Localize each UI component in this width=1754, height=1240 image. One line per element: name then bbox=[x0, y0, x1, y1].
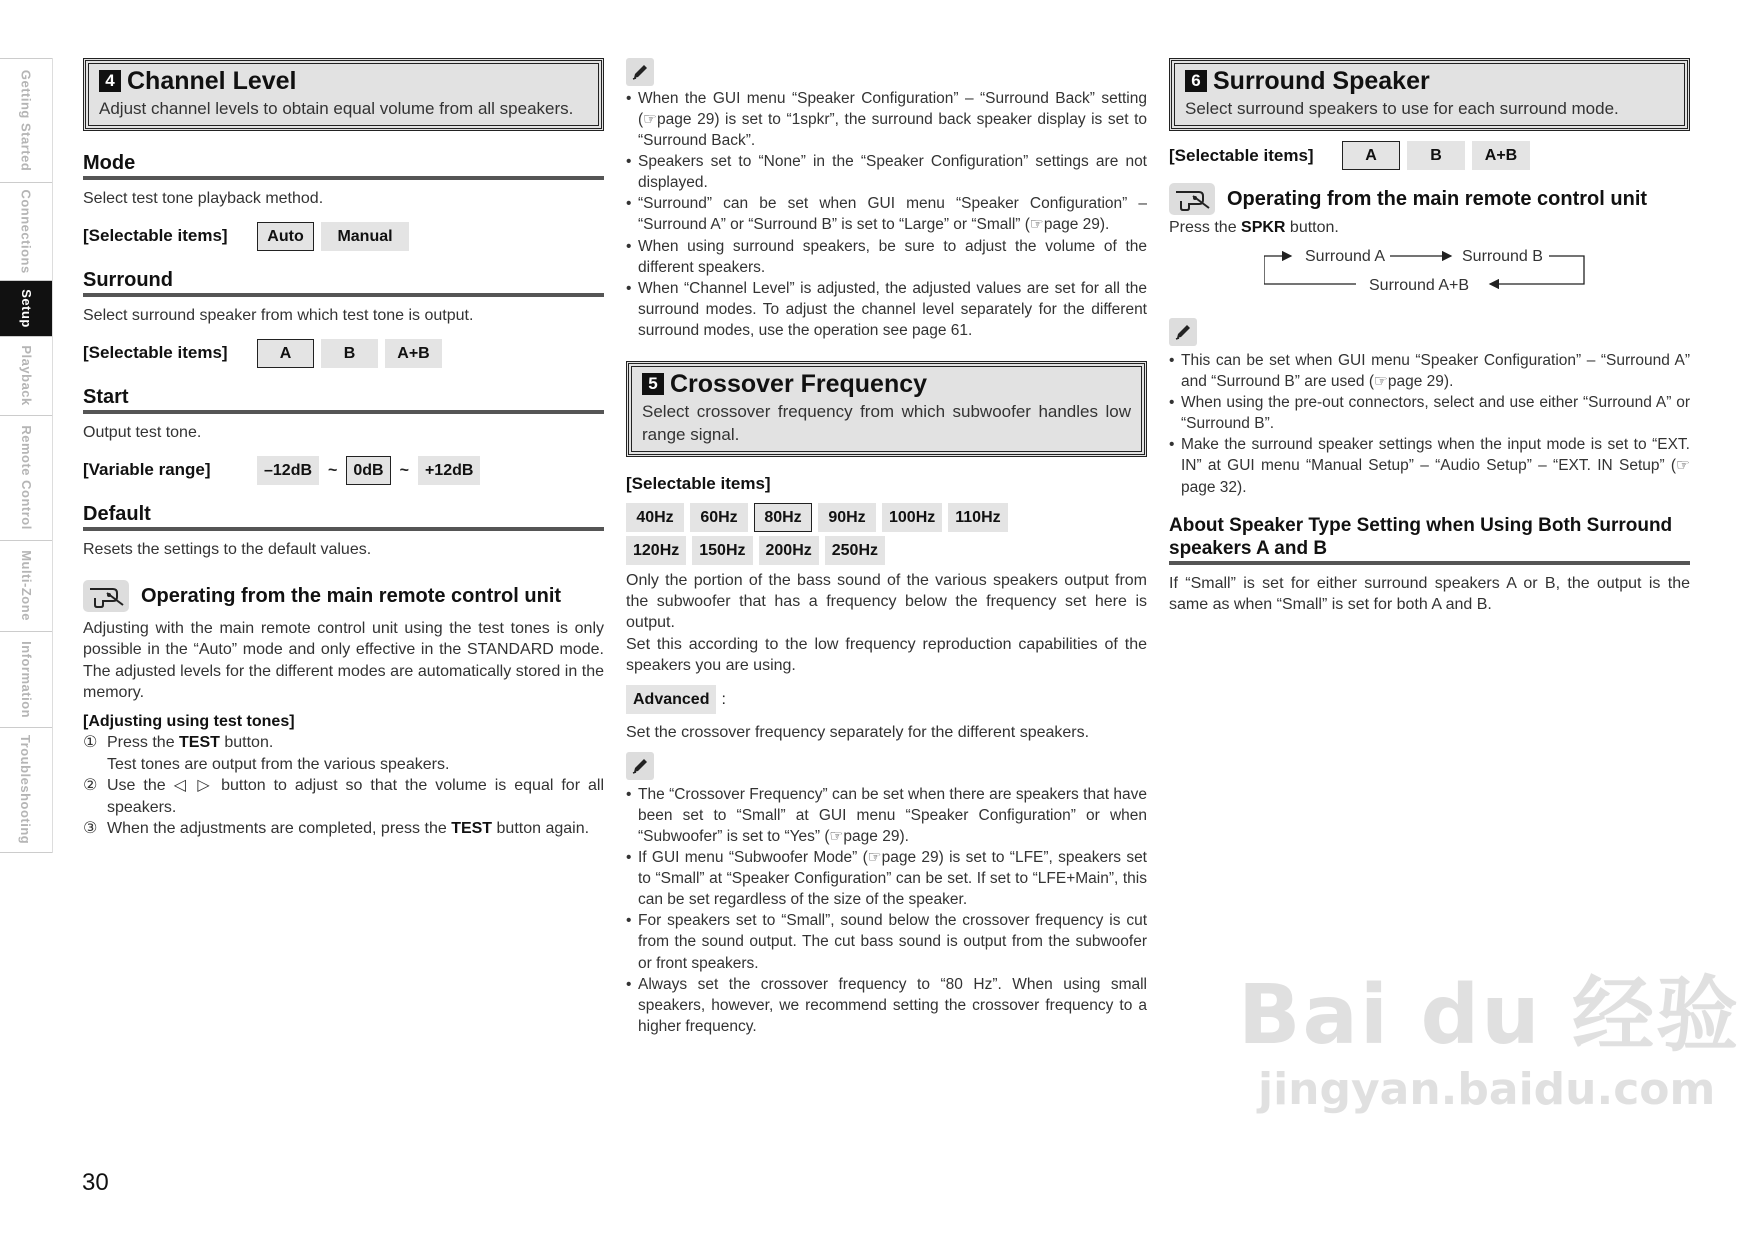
note-item: • This can be set when GUI menu “Speaker Configuration” – “Surround A” and “Surround B” are used (☞page 29). bbox=[1169, 350, 1690, 392]
advanced-row: Advanced : bbox=[626, 685, 1147, 714]
remote-hand-icon bbox=[83, 580, 129, 612]
chip-110hz[interactable]: 110Hz bbox=[948, 503, 1007, 532]
crossover-description-1: Only the portion of the bass sound of the various speakers output from the subwoofer that has a frequency below the frequency set here is output. bbox=[626, 572, 1147, 632]
chip-a[interactable]: A bbox=[1342, 141, 1400, 170]
step-item: ③ When the adjustments are completed, press the TEST button again. bbox=[83, 820, 590, 838]
note-item: • When using the pre-out connectors, select and use either “Surround A” or “Surround B”. bbox=[1169, 392, 1690, 434]
cycle-surround-a-plus-b: Surround A+B bbox=[1369, 277, 1470, 295]
heading-start: Start bbox=[83, 385, 604, 414]
section-title: Channel Level bbox=[127, 67, 297, 95]
sidebar-tab-playback[interactable]: Playback bbox=[0, 336, 52, 415]
section-number: 5 bbox=[642, 373, 664, 395]
sidebar-tab-getting-started[interactable]: Getting Started bbox=[0, 58, 52, 182]
chip-60hz[interactable]: 60Hz bbox=[690, 503, 748, 532]
note-pencil-icon bbox=[626, 752, 654, 780]
start-variable-range: [Variable range] –12dB ~ 0dB ~ +12dB bbox=[83, 455, 604, 485]
notes-crossover bbox=[626, 784, 1147, 1037]
chip-0db[interactable]: 0dB bbox=[346, 456, 390, 485]
chip-80hz[interactable]: 80Hz bbox=[754, 503, 812, 532]
mode-description: Select test tone playback method. bbox=[83, 189, 324, 207]
chip-40hz[interactable]: 40Hz bbox=[626, 503, 684, 532]
watermark-brand: Bai du 经验 bbox=[1238, 968, 1741, 1063]
section-description: Select surround speakers to use for each surround mode. bbox=[1185, 99, 1619, 118]
step-item: ② Use the ◁ ▷ button to adjust so that the volume is equal for all speakers. bbox=[83, 777, 604, 816]
column-crossover bbox=[626, 58, 1147, 1037]
operating-title: Operating from the main remote control unit bbox=[1227, 187, 1648, 210]
chip-advanced[interactable]: Advanced bbox=[626, 685, 716, 714]
heading-about-speaker-type: About Speaker Type Setting when Using Both Surround speakers A and B bbox=[1169, 514, 1690, 566]
column-surround-speaker bbox=[1169, 58, 1690, 615]
sidebar-tab-setup[interactable]: Setup bbox=[0, 280, 52, 336]
notes-channel-level bbox=[626, 88, 1147, 341]
note-item: • When the GUI menu “Speaker Configuration” – “Surround Back” setting (☞page 29) is set to “1spkr”, the surround back speaker display is set to “Surround Back”. bbox=[626, 88, 1147, 151]
chip-100hz[interactable]: 100Hz bbox=[882, 503, 942, 532]
chip-minus-12db[interactable]: –12dB bbox=[257, 456, 319, 485]
note-item: • If GUI menu “Subwoofer Mode” (☞page 29) is set to “LFE”, speakers set to “Small” at “Speaker Configuration” can be set. If set to “LFE+Main”, this can be set regardless of the size of the speaker. bbox=[626, 847, 1147, 910]
chip-b[interactable]: B bbox=[1407, 141, 1465, 170]
step-item: ① Press the TEST button. Test tones are output from the various speakers. bbox=[83, 733, 450, 773]
sidebar-tab-multi-zone[interactable]: Multi-Zone bbox=[0, 540, 52, 631]
key-test: TEST bbox=[179, 733, 220, 751]
section-box-surround-speaker bbox=[1169, 58, 1690, 131]
advanced-description: Set the crossover frequency separately for the different speakers. bbox=[626, 723, 1090, 741]
notes-surround-speaker bbox=[1169, 350, 1690, 498]
cycle-surround-a: Surround A bbox=[1305, 248, 1386, 266]
chip-90hz[interactable]: 90Hz bbox=[818, 503, 876, 532]
adjusting-subheading: [Adjusting using test tones] bbox=[83, 712, 295, 730]
note-pencil-icon bbox=[626, 58, 654, 86]
chip-plus-12db[interactable]: +12dB bbox=[418, 456, 480, 485]
adjusting-steps bbox=[83, 732, 604, 840]
surround-selectable-items: [Selectable items] A B A+B bbox=[83, 338, 604, 368]
baidu-watermark bbox=[1238, 968, 1741, 1119]
chip-200hz[interactable]: 200Hz bbox=[759, 536, 819, 565]
note-item: • When using surround speakers, be sure to adjust the volume of the different speakers. bbox=[626, 236, 1147, 278]
surround-speaker-selectable-items: [Selectable items] A B A+B bbox=[1169, 141, 1690, 171]
operating-heading bbox=[83, 580, 604, 612]
note-item: • For speakers set to “Small”, sound below the crossover frequency is cut from the sound output. The cut bass sound is output from the subwoofer or front speakers. bbox=[626, 910, 1147, 973]
note-item: • “Surround” can be set when GUI menu “Speaker Configuration” – “Surround A” or “Surround B” is set to “Large” or “Small” (☞page 29). bbox=[626, 193, 1147, 235]
chip-auto[interactable]: Auto bbox=[257, 222, 314, 251]
key-test: TEST bbox=[451, 820, 493, 838]
mode-selectable-items: [Selectable items] Auto Manual bbox=[83, 221, 604, 251]
range-tilde: ~ bbox=[399, 461, 409, 479]
chip-b[interactable]: B bbox=[321, 339, 378, 368]
page-number: 30 bbox=[82, 1169, 109, 1196]
crossover-selectable-label: [Selectable items] bbox=[626, 473, 771, 493]
key-spkr: SPKR bbox=[1241, 218, 1286, 236]
watermark-url: jingyan.baidu.com bbox=[1258, 1064, 1716, 1115]
section-box-channel-level bbox=[83, 58, 604, 131]
press-spkr-instruction: Press the SPKR button. bbox=[1169, 218, 1339, 236]
crossover-description-2: Set this according to the low frequency reproduction capabilities of the speakers you are using. bbox=[626, 635, 1147, 674]
chip-150hz[interactable]: 150Hz bbox=[692, 536, 752, 565]
surround-description: Select surround speaker from which test tone is output. bbox=[83, 307, 474, 325]
section-description: Select crossover frequency from which subwoofer handles low range signal. bbox=[642, 401, 1131, 444]
operating-description: Adjusting with the main remote control unit using the test tones is only possible in the “Auto” mode and only effective in the STANDARD mode. The adjusted levels for the different modes are automatically stored in the memory. bbox=[83, 620, 604, 701]
note-item: • Speakers set to “None” in the “Speaker Configuration” settings are not displayed. bbox=[626, 151, 1147, 193]
chip-a-plus-b[interactable]: A+B bbox=[385, 339, 442, 368]
sidebar-tab-remote-control[interactable]: Remote Control bbox=[0, 415, 52, 540]
section-description: Adjust channel levels to obtain equal volume from all speakers. bbox=[99, 99, 574, 118]
operating-title: Operating from the main remote control unit bbox=[141, 585, 562, 608]
cycle-surround-b: Surround B bbox=[1462, 248, 1543, 266]
frequency-chips bbox=[626, 503, 1147, 565]
chip-manual[interactable]: Manual bbox=[321, 222, 409, 251]
note-item: • The “Crossover Frequency” can be set when there are speakers that have been set to “Small” at GUI menu “Speaker Configuration” or when “Subwoofer” is set to “Yes” (☞page 29). bbox=[626, 784, 1147, 847]
column-channel-level bbox=[83, 58, 604, 840]
note-pencil-icon bbox=[1169, 318, 1197, 346]
heading-surround: Surround bbox=[83, 268, 604, 297]
range-tilde: ~ bbox=[328, 461, 338, 479]
heading-default: Default bbox=[83, 502, 604, 531]
chip-a[interactable]: A bbox=[257, 339, 314, 368]
section-title: Crossover Frequency bbox=[670, 369, 928, 398]
section-title: Surround Speaker bbox=[1213, 67, 1430, 95]
operating-heading bbox=[1169, 183, 1690, 215]
section-number: 4 bbox=[99, 70, 121, 92]
chip-250hz[interactable]: 250Hz bbox=[825, 536, 885, 565]
side-navigation bbox=[0, 58, 53, 853]
remote-hand-icon bbox=[1169, 183, 1215, 215]
sidebar-tab-troubleshooting[interactable]: Troubleshooting bbox=[0, 727, 52, 853]
note-item: • When “Channel Level” is adjusted, the adjusted values are set for all the surround modes. To adjust the channel level separately for the different surround modes, use the operation see page 61. bbox=[626, 278, 1147, 341]
sidebar-tab-information[interactable]: Information bbox=[0, 631, 52, 727]
chip-120hz[interactable]: 120Hz bbox=[626, 536, 686, 565]
note-item: • Make the surround speaker settings when the input mode is set to “EXT. IN” at GUI menu “Manual Setup” – “Audio Setup” – “EXT. IN Setup” (☞page 32). bbox=[1169, 434, 1690, 497]
chip-a-plus-b[interactable]: A+B bbox=[1472, 141, 1530, 170]
surround-cycle-diagram bbox=[1169, 244, 1690, 304]
heading-mode: Mode bbox=[83, 151, 604, 180]
sidebar-tab-connections[interactable]: Connections bbox=[0, 182, 52, 280]
note-item: • Always set the crossover frequency to “80 Hz”. When using small speakers, however, we recommend setting the crossover frequency to a higher frequency. bbox=[626, 974, 1147, 1037]
about-description: If “Small” is set for either surround speakers A or B, the output is the same as when “Small” is set for both A and B. bbox=[1169, 575, 1690, 614]
section-box-crossover-frequency bbox=[626, 361, 1147, 457]
default-description: Resets the settings to the default values. bbox=[83, 541, 372, 559]
section-number: 6 bbox=[1185, 70, 1207, 92]
start-description: Output test tone. bbox=[83, 424, 202, 442]
